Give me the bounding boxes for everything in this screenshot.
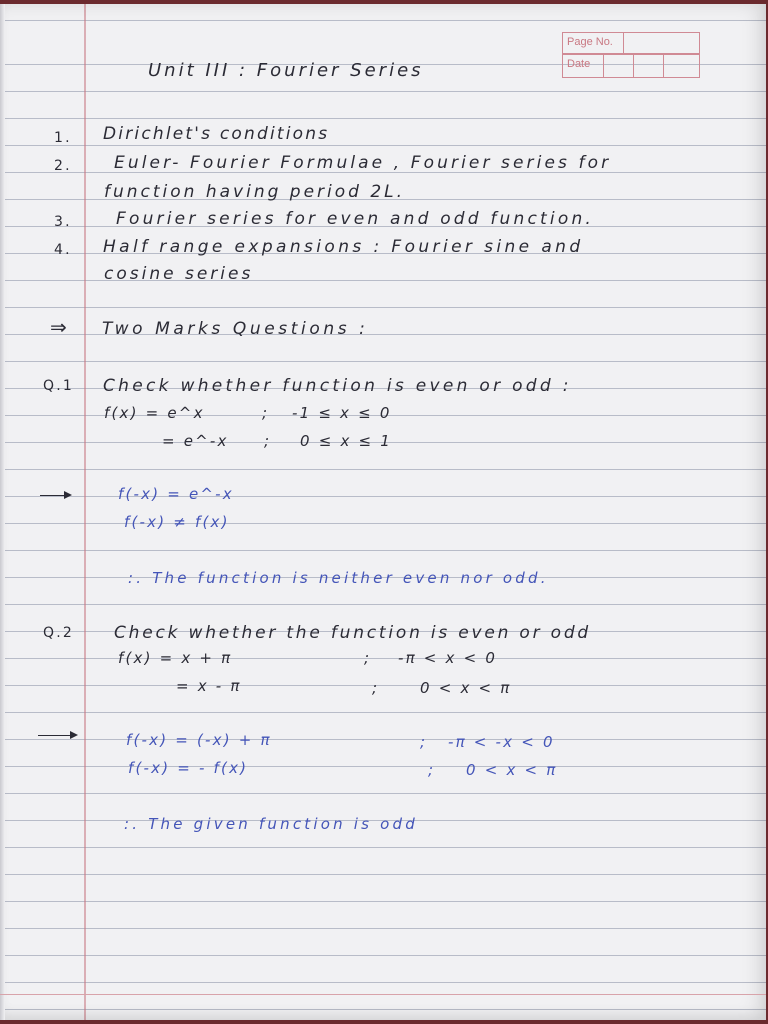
q2-work-2-sep: ; bbox=[428, 761, 436, 779]
q2-line-2-right: 0 < x < π bbox=[420, 679, 512, 697]
topic-number-4: 4. bbox=[54, 242, 72, 258]
q2-question: Check whether the function is even or odd bbox=[114, 623, 591, 643]
topic-number-3: 3. bbox=[54, 214, 72, 230]
topic-number-1: 1. bbox=[54, 130, 72, 146]
q2-line-1-right: -π < x < 0 bbox=[398, 649, 498, 667]
q2-line-1-left: f(x) = x + π bbox=[118, 649, 233, 667]
q1-line-1-sep: ; bbox=[262, 404, 270, 422]
topic-text-4: Half range expansions : Fourier sine and bbox=[103, 237, 584, 257]
page-binding-edge bbox=[0, 4, 5, 1020]
q2-arrow bbox=[38, 735, 76, 736]
q1-work-2: f(-x) ≠ f(x) bbox=[124, 513, 230, 531]
topic-text-2-cont: function having period 2L. bbox=[104, 182, 406, 202]
page-title: Unit III : Fourier Series bbox=[148, 60, 424, 81]
q2-work-1-left: f(-x) = (-x) + π bbox=[126, 731, 272, 749]
q1-question: Check whether function is even or odd : bbox=[103, 376, 572, 396]
q1-arrow bbox=[40, 495, 70, 496]
q2-work-2-right: 0 < x < π bbox=[466, 761, 558, 779]
q2-conclusion: :. The given function is odd bbox=[124, 815, 418, 833]
q2-line-2-sep: ; bbox=[372, 679, 380, 697]
date-box bbox=[562, 54, 700, 78]
q2-line-2-left: = x - π bbox=[176, 677, 242, 695]
date-label: Date bbox=[567, 58, 591, 70]
bottom-margin-line bbox=[0, 994, 766, 995]
topic-number-2: 2. bbox=[54, 158, 72, 174]
q2-work-1-sep: ; bbox=[420, 733, 428, 751]
topic-text-3: Fourier series for even and odd function. bbox=[116, 209, 595, 229]
q1-line-1-right: -1 ≤ x ≤ 0 bbox=[292, 404, 392, 422]
q1-conclusion: :. The function is neither even nor odd. bbox=[128, 569, 549, 587]
q2-work-2-left: f(-x) = - f(x) bbox=[128, 759, 249, 777]
q1-line-1-left: f(x) = e^x bbox=[104, 404, 205, 422]
notebook-page bbox=[0, 4, 766, 1020]
topic-text-2: Euler- Fourier Formulae , Fourier series for bbox=[114, 153, 612, 173]
topic-text-4-cont: cosine series bbox=[104, 264, 254, 284]
q1-label: Q.1 bbox=[43, 378, 74, 394]
section-title: Two Marks Questions : bbox=[102, 319, 369, 339]
q1-line-2-right: 0 ≤ x ≤ 1 bbox=[300, 432, 392, 450]
q2-label: Q.2 bbox=[43, 625, 74, 641]
q1-work-1: f(-x) = e^-x bbox=[118, 485, 234, 503]
q2-work-1-right: -π < -x < 0 bbox=[448, 733, 555, 751]
section-arrow: ⇒ bbox=[50, 315, 69, 339]
q1-line-2-sep: ; bbox=[264, 432, 272, 450]
topic-text-1: Dirichlet's conditions bbox=[103, 124, 330, 144]
q1-line-2-left: = e^-x bbox=[162, 432, 229, 450]
q2-line-1-sep: ; bbox=[364, 649, 372, 667]
page-number-label: Page No. bbox=[567, 36, 613, 48]
page-number-box bbox=[562, 32, 700, 54]
